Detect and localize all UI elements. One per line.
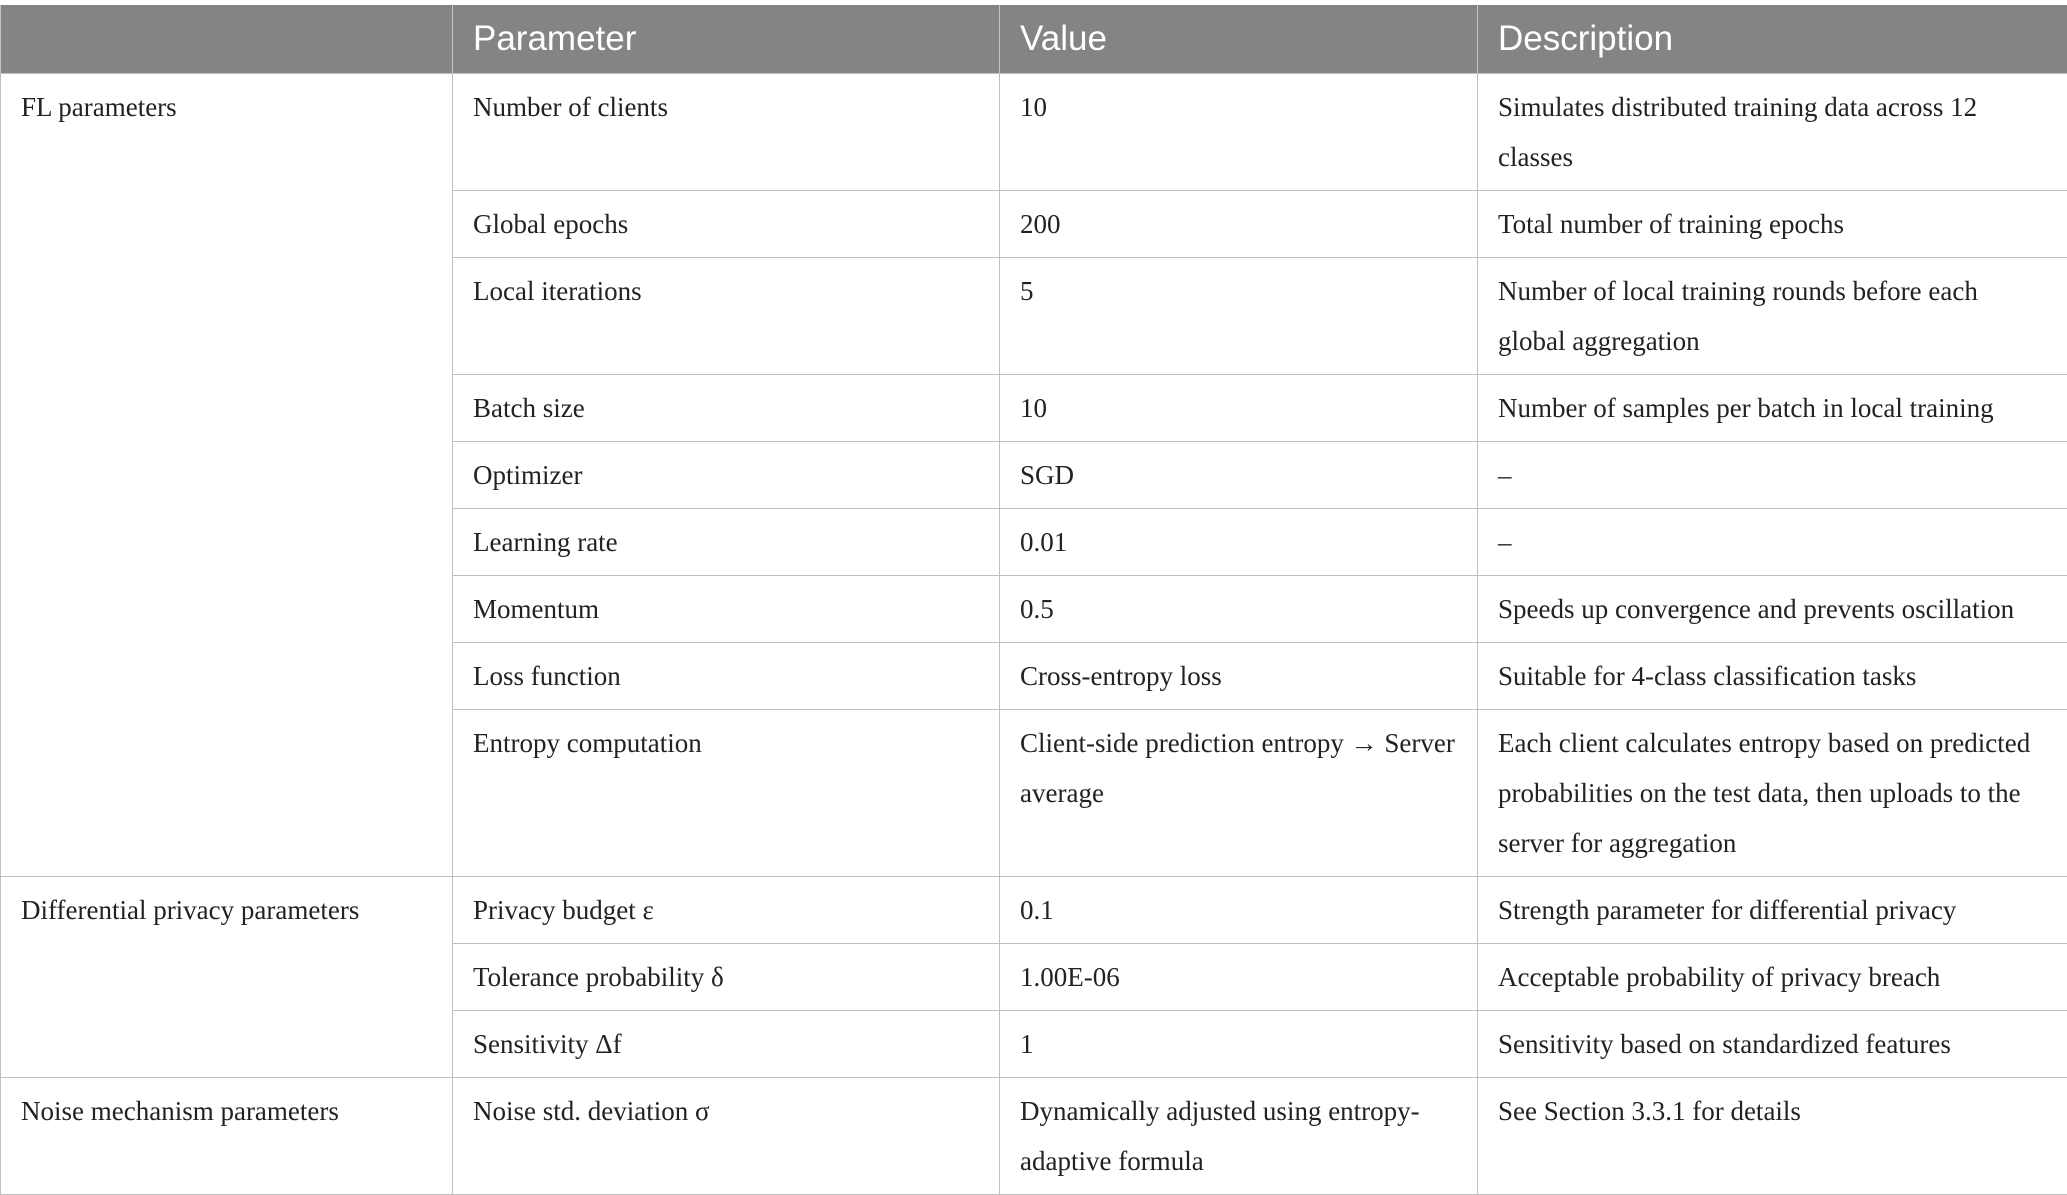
parameter-cell: Learning rate xyxy=(453,509,1000,576)
table-row xyxy=(1,74,2067,191)
value-cell: 1.00E-06 xyxy=(1000,944,1478,1011)
parameter-cell: Loss function xyxy=(453,643,1000,710)
header-row xyxy=(1,5,2067,74)
parameter-cell: Tolerance probability δ xyxy=(453,944,1000,1011)
parameter-cell: Number of clients xyxy=(453,74,1000,191)
value-cell: 10 xyxy=(1000,74,1478,191)
description-cell: Sensitivity based on standardized features xyxy=(1478,1011,2067,1078)
value-cell: 0.5 xyxy=(1000,576,1478,643)
description-cell: Each client calculates entropy based on predicted probabilities on the test data, then uploads to the server for aggregation xyxy=(1478,710,2067,877)
header-group xyxy=(1,5,453,74)
parameter-cell: Optimizer xyxy=(453,442,1000,509)
value-cell: Client-side prediction entropy → Server average xyxy=(1000,710,1478,877)
description-cell: Number of samples per batch in local training xyxy=(1478,375,2067,442)
value-cell: 200 xyxy=(1000,191,1478,258)
value-cell: 10 xyxy=(1000,375,1478,442)
description-cell: Strength parameter for differential privacy xyxy=(1478,877,2067,944)
table-header xyxy=(1,5,2067,74)
value-cell: Dynamically adjusted using entropy-adaptive formula xyxy=(1000,1078,1478,1195)
description-cell: Simulates distributed training data across 12 classes xyxy=(1478,74,2067,191)
description-cell: Total number of training epochs xyxy=(1478,191,2067,258)
description-cell: Number of local training rounds before each global aggregation xyxy=(1478,258,2067,375)
parameter-cell: Sensitivity Δf xyxy=(453,1011,1000,1078)
description-cell: Acceptable probability of privacy breach xyxy=(1478,944,2067,1011)
value-cell: 1 xyxy=(1000,1011,1478,1078)
header-description: Description xyxy=(1478,5,2067,74)
group-label-fl: FL parameters xyxy=(1,74,453,877)
header-parameter: Parameter xyxy=(453,5,1000,74)
description-cell: See Section 3.3.1 for details xyxy=(1478,1078,2067,1195)
parameter-cell: Batch size xyxy=(453,375,1000,442)
parameters-table xyxy=(0,5,2067,1195)
parameter-cell: Noise std. deviation σ xyxy=(453,1078,1000,1195)
parameter-cell: Privacy budget ε xyxy=(453,877,1000,944)
parameter-cell: Global epochs xyxy=(453,191,1000,258)
parameter-cell: Momentum xyxy=(453,576,1000,643)
value-cell: 5 xyxy=(1000,258,1478,375)
value-cell: Cross-entropy loss xyxy=(1000,643,1478,710)
header-value: Value xyxy=(1000,5,1478,74)
value-cell: 0.01 xyxy=(1000,509,1478,576)
description-cell: – xyxy=(1478,442,2067,509)
description-cell: Speeds up convergence and prevents oscillation xyxy=(1478,576,2067,643)
parameters-table-container xyxy=(0,5,2067,1195)
parameter-cell: Local iterations xyxy=(453,258,1000,375)
group-label-noise-mechanism: Noise mechanism parameters xyxy=(1,1078,453,1195)
value-cell: SGD xyxy=(1000,442,1478,509)
description-cell: – xyxy=(1478,509,2067,576)
parameter-cell: Entropy computation xyxy=(453,710,1000,877)
table-row xyxy=(1,1078,2067,1195)
description-cell: Suitable for 4-class classification tasks xyxy=(1478,643,2067,710)
value-cell: 0.1 xyxy=(1000,877,1478,944)
table-row xyxy=(1,877,2067,944)
table-body xyxy=(1,74,2067,1195)
group-label-differential-privacy: Differential privacy parameters xyxy=(1,877,453,1078)
